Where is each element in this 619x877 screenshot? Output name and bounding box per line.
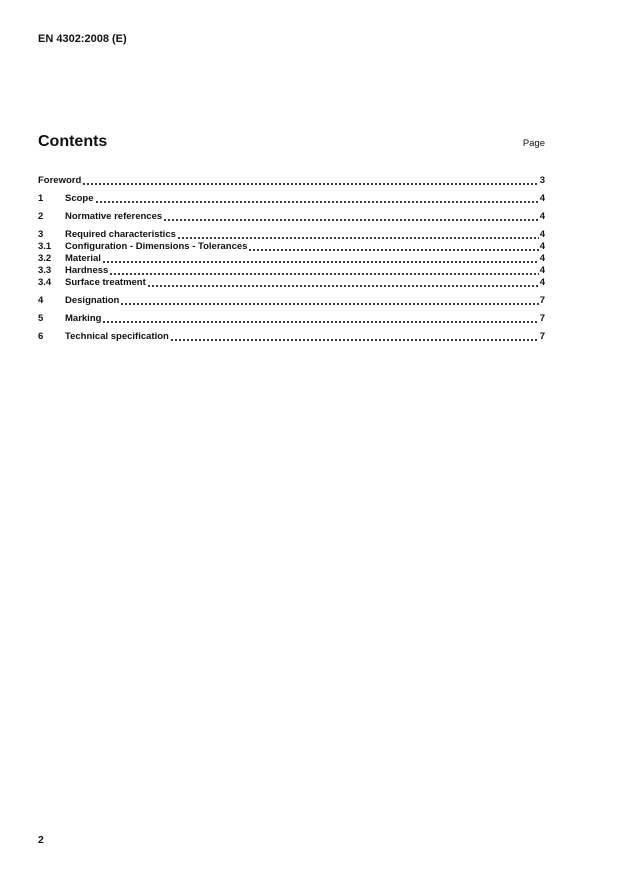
toc-entry-page-number: 4 bbox=[539, 241, 545, 252]
toc-entry-number: 2 bbox=[38, 211, 44, 222]
toc-entry-title: Technical specification bbox=[65, 331, 169, 342]
toc-entry-page-number: 4 bbox=[539, 277, 545, 288]
toc-entry-title: Scope bbox=[65, 193, 94, 204]
toc-entry-number: 3 bbox=[38, 229, 44, 240]
toc-entry-number: 1 bbox=[38, 193, 44, 204]
page-column-label: Page bbox=[522, 138, 545, 149]
toc-entry-number: 3.2 bbox=[38, 253, 52, 264]
contents-title: Contents bbox=[38, 133, 108, 150]
toc-entry bbox=[38, 313, 545, 325]
toc-list bbox=[38, 175, 545, 343]
toc-entry bbox=[38, 265, 545, 277]
toc-entry-title: Marking bbox=[65, 313, 102, 324]
toc-entry bbox=[38, 253, 545, 265]
toc-dot-leader bbox=[164, 219, 539, 221]
document-header: EN 4302:2008 (E) bbox=[38, 33, 127, 45]
toc-entry bbox=[38, 193, 545, 205]
toc-entry-page-number: 4 bbox=[539, 265, 545, 276]
toc-dot-leader bbox=[178, 237, 539, 239]
toc-entry-title: Normative references bbox=[65, 211, 163, 222]
toc-entry-page-number: 4 bbox=[539, 253, 545, 264]
toc-entry bbox=[38, 241, 545, 253]
toc-entry-title: Hardness bbox=[65, 265, 109, 276]
toc-dot-leader bbox=[103, 261, 539, 263]
toc-entry bbox=[38, 331, 545, 343]
toc-entry-number: 3.1 bbox=[38, 241, 52, 252]
toc-dot-leader bbox=[121, 303, 538, 305]
toc-entry-title: Surface treatment bbox=[65, 277, 146, 288]
toc-dot-leader bbox=[110, 273, 538, 275]
toc-entry bbox=[38, 295, 545, 307]
toc-entry bbox=[38, 211, 545, 223]
toc-entry-title: Required characteristics bbox=[65, 229, 176, 240]
toc-entry-page-number: 3 bbox=[539, 175, 545, 186]
toc-entry-number: 4 bbox=[38, 295, 44, 306]
toc-entry-number: 3.4 bbox=[38, 277, 52, 288]
toc-entry-title: Configuration - Dimensions - Tolerances bbox=[65, 241, 248, 252]
toc-entry-page-number: 7 bbox=[539, 313, 545, 324]
toc-entry-title: Foreword bbox=[38, 175, 82, 186]
footer-page-number: 2 bbox=[38, 834, 44, 846]
toc-entry bbox=[38, 229, 545, 241]
toc-dot-leader bbox=[148, 285, 539, 287]
toc-entry-number: 6 bbox=[38, 331, 44, 342]
toc-dot-leader bbox=[103, 321, 538, 323]
toc-entry bbox=[38, 277, 545, 289]
toc-dot-leader bbox=[171, 339, 539, 341]
toc-entry-title: Designation bbox=[65, 295, 120, 306]
toc-entry-number: 3.3 bbox=[38, 265, 52, 276]
toc-entry-page-number: 7 bbox=[539, 331, 545, 342]
toc-entry-page-number: 4 bbox=[539, 229, 545, 240]
toc-entry-page-number: 7 bbox=[539, 295, 545, 306]
toc-dot-leader bbox=[83, 183, 538, 185]
contents-header-row bbox=[38, 133, 545, 151]
toc-entry-title: Material bbox=[65, 253, 101, 264]
toc-entry-number: 5 bbox=[38, 313, 44, 324]
toc-entry-page-number: 4 bbox=[539, 211, 545, 222]
toc-entry bbox=[38, 175, 545, 187]
toc-entry-page-number: 4 bbox=[539, 193, 545, 204]
toc-dot-leader bbox=[249, 249, 538, 251]
toc-dot-leader bbox=[96, 201, 539, 203]
